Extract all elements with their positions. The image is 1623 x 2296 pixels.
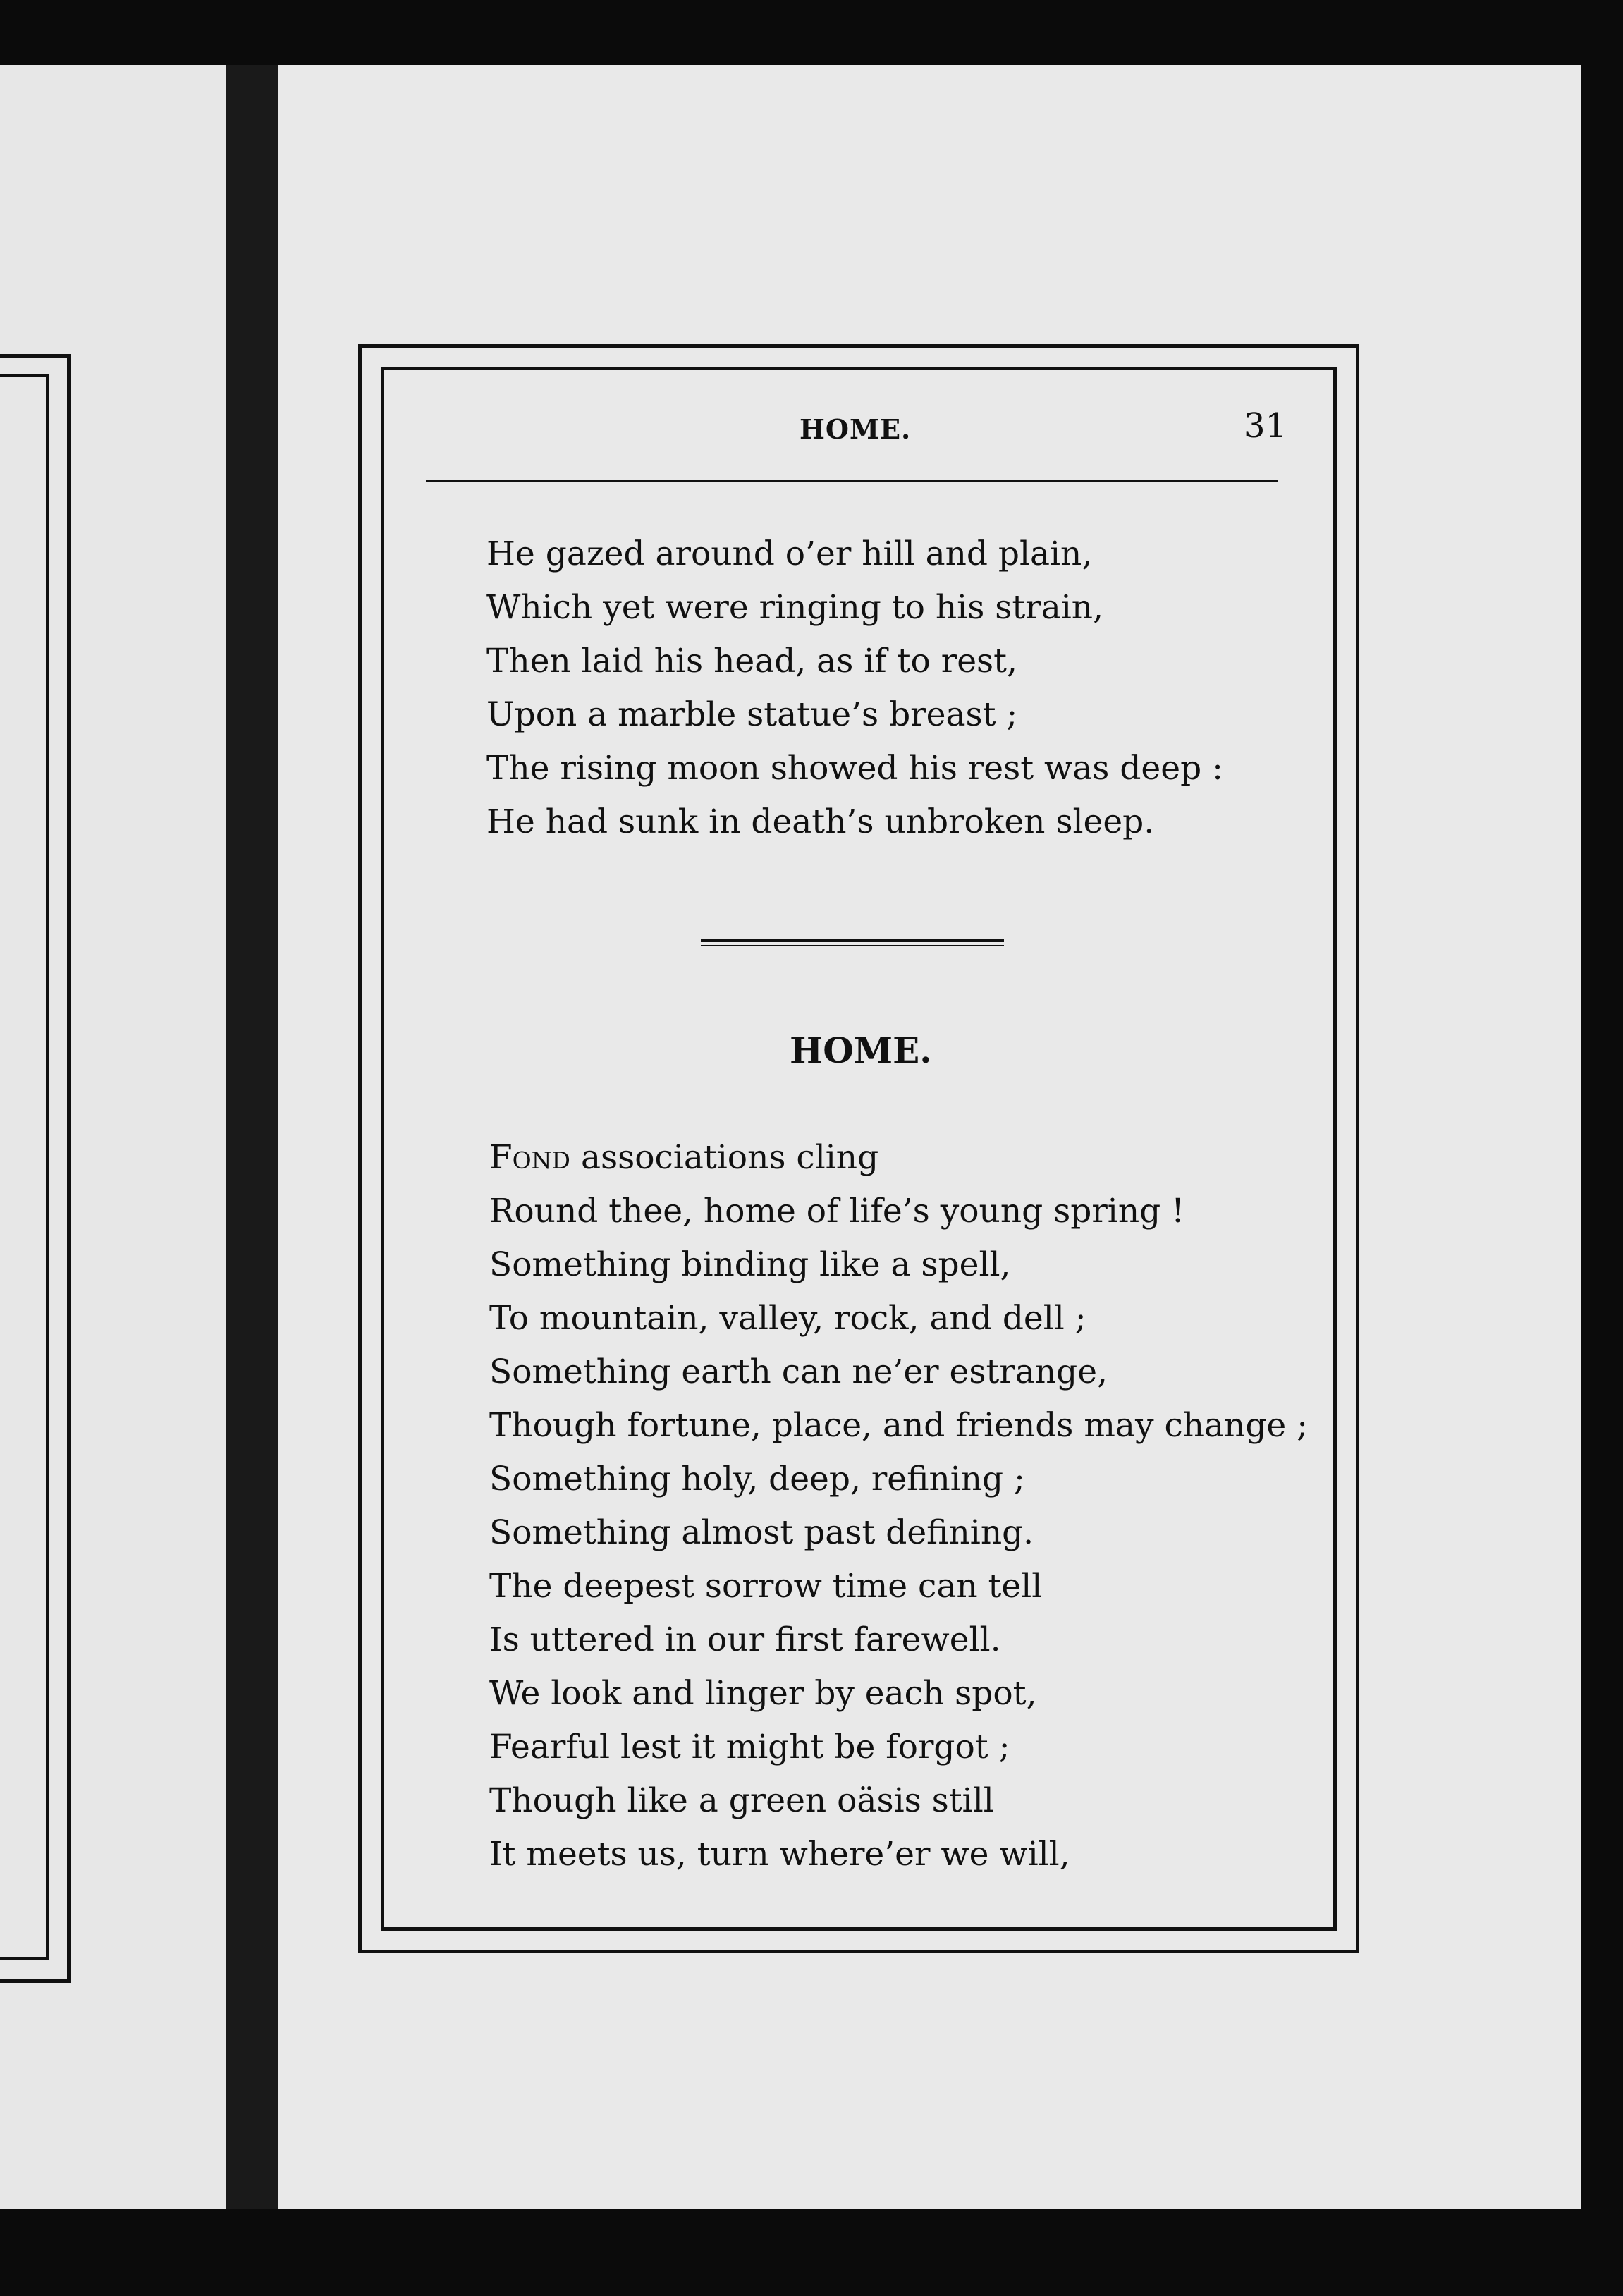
poem-title: HOME. — [790, 1030, 932, 1071]
verse-line: Something binding like a spell, — [489, 1245, 1011, 1284]
verse-line: The deepest sorrow time can tell — [489, 1567, 1043, 1606]
verse-line: We look and linger by each spot, — [489, 1674, 1037, 1713]
verse-line: To mountain, valley, rock, and dell ; — [489, 1299, 1086, 1338]
verse-line: Upon a marble statue’s breast ; — [486, 695, 1018, 734]
verse-line: Something almost past defining. — [489, 1513, 1034, 1552]
verse-line: Fearful lest it might be forgot ; — [489, 1728, 1010, 1766]
first-word: Fond — [489, 1138, 570, 1177]
verse-line: Something holy, deep, refining ; — [489, 1460, 1025, 1498]
page-number: 31 — [1244, 406, 1287, 446]
poem-home-body — [489, 1131, 1308, 1881]
verse-line: Though like a green oäsis still — [489, 1781, 994, 1820]
verse-line: It meets us, turn where’er we will, — [489, 1835, 1070, 1874]
verse-line — [489, 1131, 1308, 1185]
verse-line: He gazed around o’er hill and plain, — [486, 535, 1093, 573]
verse-line: Is uttered in our first farewell. — [489, 1620, 1001, 1659]
book-page — [278, 65, 1581, 2209]
first-line-rest: associations cling — [570, 1138, 879, 1177]
previous-page-frame-inner — [0, 374, 49, 1960]
verse-line: Which yet were ringing to his strain, — [486, 588, 1104, 627]
verse-line: Round thee, home of life’s young spring ! — [489, 1192, 1185, 1231]
verse-line: Something earth can ne’er estrange, — [489, 1352, 1108, 1391]
verse-line: Though fortune, place, and friends may change ; — [489, 1406, 1309, 1445]
verse-line: The rising moon showed his rest was deep : — [486, 749, 1223, 788]
previous-page-fragment — [0, 65, 226, 2209]
book-gutter — [226, 65, 278, 2209]
header-rule — [426, 480, 1278, 482]
verse-line: He had sunk in death’s unbroken sleep. — [486, 802, 1155, 841]
verse-line: Then laid his head, as if to rest, — [486, 642, 1017, 680]
previous-poem-ending — [486, 527, 1223, 849]
running-head: HOME. — [800, 413, 912, 445]
section-divider — [701, 939, 1004, 946]
